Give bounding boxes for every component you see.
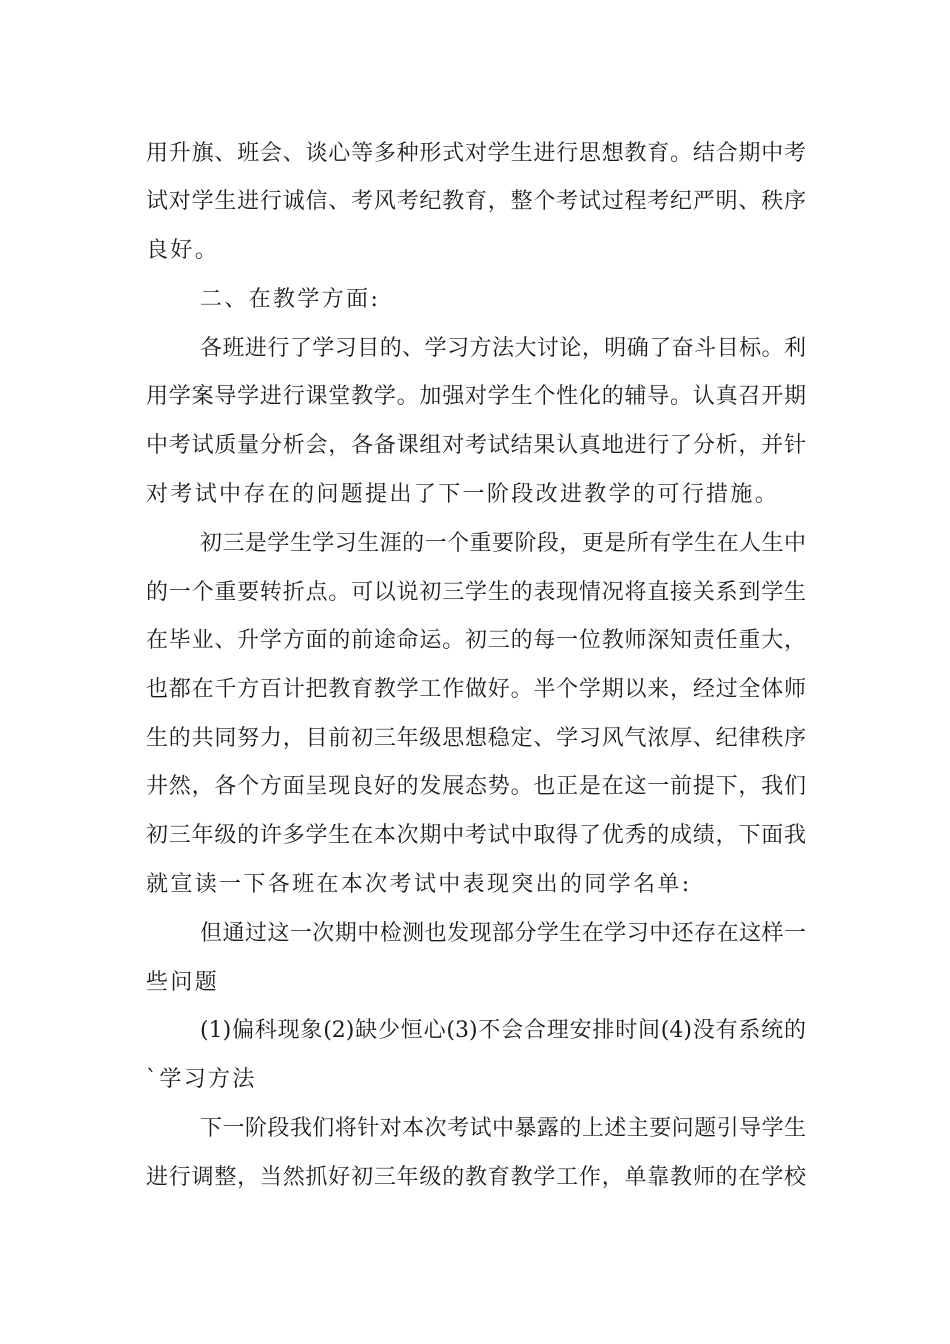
text-line: 就宣读一下各班在本次考试中表现突出的同学名单: <box>146 872 692 897</box>
text-line: 的一个重要转折点。可以说初三学生的表现情况将直接关系到学生 <box>146 580 806 605</box>
text-line: 试对学生进行诚信、考风考纪教育，整个考试过程考纪严明、秩序 <box>146 189 806 214</box>
text-line: 用学案导学进行课堂教学。加强对学生个性化的辅导。认真召开期 <box>146 384 806 409</box>
text-line: 中考试质量分析会，各备课组对考试结果认真地进行了分析，并针 <box>146 433 806 458</box>
text-line: 些问题 <box>146 970 220 995</box>
section-heading: 二、在教学方面: <box>200 287 381 312</box>
text-line: 但通过这一次期中检测也发现部分学生在学习中还存在这样一 <box>200 921 806 946</box>
text-line: 下一阶段我们将针对本次考试中暴露的上述主要问题引导学生 <box>200 1116 806 1141</box>
text-line: 各班进行了学习目的、学习方法大讨论，明确了奋斗目标。利 <box>200 336 806 361</box>
text-line: 用升旗、班会、谈心等多种形式对学生进行思想教育。结合期中考 <box>146 141 806 166</box>
text-line: `学习方法 <box>146 1067 257 1092</box>
text-line: 在毕业、升学方面的前途命运。初三的每一位教师深知责任重大， <box>146 628 806 653</box>
text-line: 井然，各个方面呈现良好的发展态势。也正是在这一前提下，我们 <box>146 774 806 799</box>
text-line: 也都在千方百计把教育教学工作做好。半个学期以来，经过全体师 <box>146 677 806 702</box>
text-line: 良好。 <box>146 238 220 263</box>
text-line: 初三年级的许多学生在本次期中考试中取得了优秀的成绩，下面我 <box>146 823 806 848</box>
text-line: 进行调整，当然抓好初三年级的教育教学工作，单靠教师的在学校 <box>146 1165 806 1190</box>
text-line: 对考试中存在的问题提出了下一阶段改进教学的可行措施。 <box>146 482 780 507</box>
text-line: (1)偏科现象(2)缺少恒心(3)不会合理安排时间(4)没有系统的 <box>200 1018 806 1043</box>
text-line: 初三是学生学习生涯的一个重要阶段，更是所有学生在人生中 <box>200 531 806 556</box>
text-line: 生的共同努力，目前初三年级思想稳定、学习风气浓厚、纪律秩序 <box>146 726 806 751</box>
